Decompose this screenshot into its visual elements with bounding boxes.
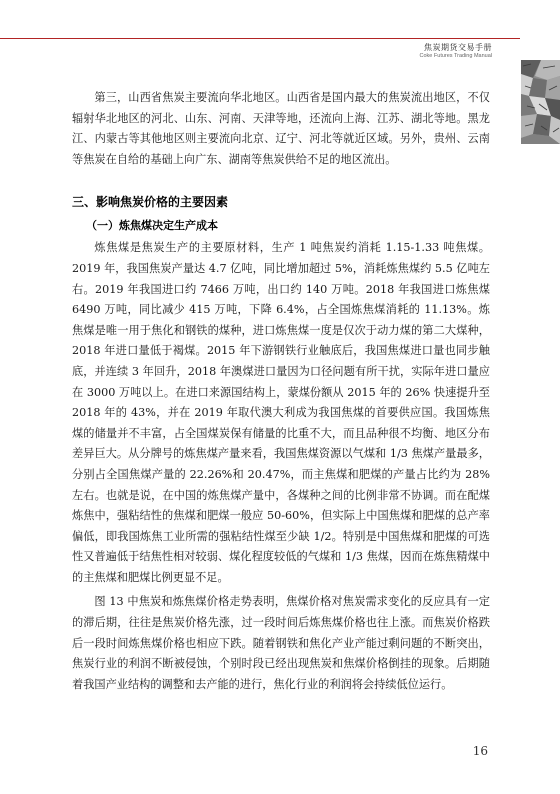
paragraph-flow-direction: 第三，山西省焦炭主要流向华北地区。山西省是国内最大的焦炭流出地区，不仅辐射华北地区的河北、山东、河南、天津等地，还流向上海、江苏、湖北等地。黑龙江、内蒙古等其他地区则主要流向北京、辽宁、河北等就近区域。另外，贵州、云南等焦炭在自给的基础上向广东、湖南等焦炭供给不足的地区流出。 — [72, 91, 490, 166]
header-rule — [0, 38, 520, 39]
page-content — [72, 88, 490, 695]
header-subtitle: Coke Futures Trading Manual — [419, 53, 492, 59]
section-heading: 三、影响焦炭价格的主要因素 — [72, 195, 229, 210]
decorative-stone-image — [521, 60, 560, 144]
header-title: 焦炭期货交易手册 — [424, 43, 492, 52]
page-number: 16 — [472, 744, 488, 758]
subsection-heading: （一）炼焦煤决定生产成本 — [86, 219, 218, 233]
paragraph-coking-coal: 炼焦煤是焦炭生产的主要原材料，生产 1 吨焦炭约消耗 1.15-1.33 吨焦煤。2019 年，我国焦炭产量达 4.7 亿吨，同比增加超过 5%，消耗炼焦煤约 5.5 亿吨左右。2019 年我国进口约 7466 万吨，出口约 140 万吨。2018 年我国进口炼焦煤 6490 万吨，同比减少 415 万吨，下降 6.4%，占全国炼焦煤消耗的 11.13%。炼焦煤是唯一用于焦化和钢铁的煤种，进口炼焦煤一度是仅次于动力煤的第二大煤种，2018 年进口量低于褐煤。2015 年下游钢铁行业触底后，我国焦煤进口量也同步触底，并连续 3 年回升，2018 年澳煤进口量因为口径问题有所干扰，实际年进口量应在 3000 万吨以上。在进口来源国结构上，蒙煤份额从 2015 年的 26% 快速提升至 2018 年的 43%，并在 2019 年取代澳大利成为我国焦煤的首要供应国。我国炼焦煤的储量并不丰富，占全国煤炭保有储量的比重不大，而且品种很不均衡、地区分布差异巨大。从分牌号的炼焦煤产量来看，我国焦煤资源以气煤和 1/3 焦煤产量最多，分别占全国焦煤产量的 22.26%和 20.47%，而主焦煤和肥煤的产量占比约为 28%左右。也就是说，在中国的炼焦煤产量中，各煤种之间的比例非常不协调。而在配煤炼焦中，强粘结性的焦煤和肥煤一般应 50-60%，但实际上中国焦煤和肥煤的总产率偏低，即我国炼焦工业所需的强粘结性煤至少缺 1/2。特别是中国焦煤和肥煤的可选性又普遍低于结焦性相对较弱、煤化程度较低的气煤和 1/3 焦煤，因而在炼焦精煤中的主焦煤和肥煤比例更显不足。 — [72, 241, 490, 584]
paragraph-price-trend: 图 13 中焦炭和炼焦煤价格走势表明，焦煤价格对焦炭需求变化的反应具有一定的滞后期，往往是焦炭价格先涨，过一段时间后炼焦煤价格也往上涨。而焦炭价格跌后一段时间炼焦煤价格也相应下跌。随着钢铁和焦化产业产能过剩问题的不断突出，焦炭行业的利润不断被侵蚀，个别时段已经出现焦炭和焦煤价格倒挂的现象。后期随着我国产业结构的调整和去产能的进行，焦化行业的利润将会持续低位运行。 — [72, 595, 490, 691]
